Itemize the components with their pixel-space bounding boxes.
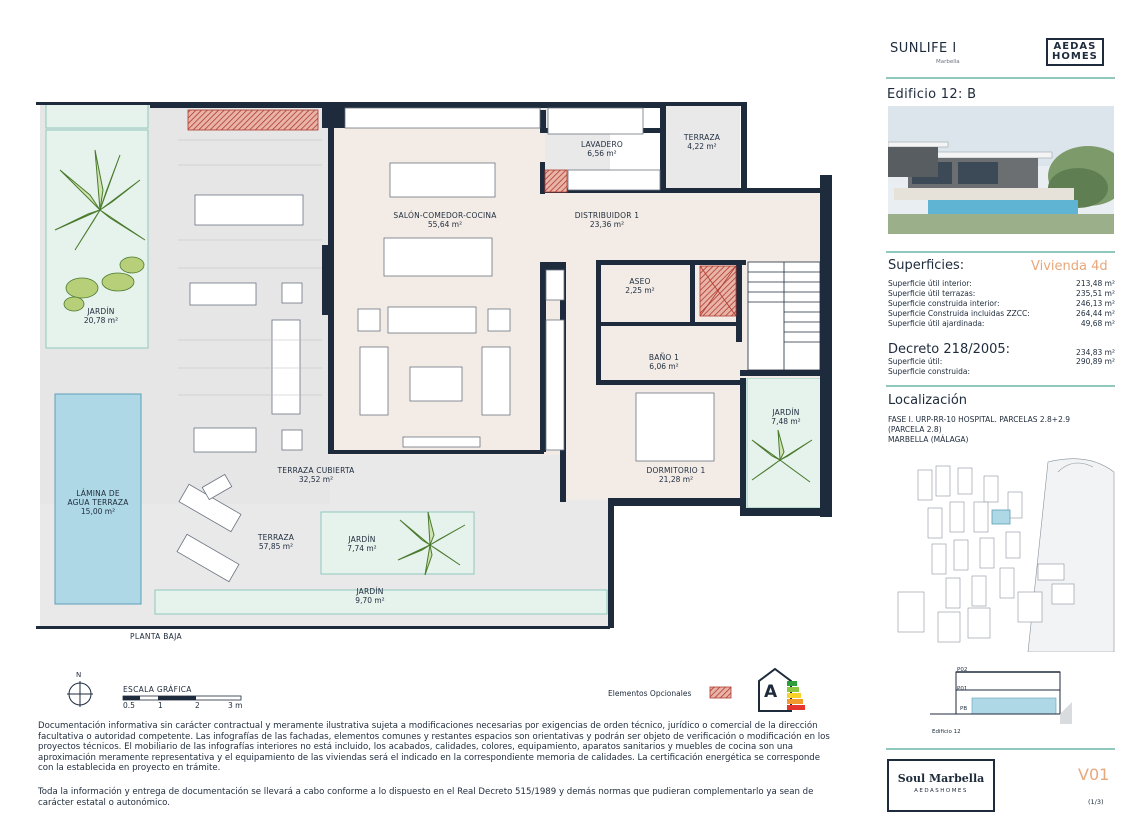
- brand-line-1: Soul Marbella: [897, 772, 985, 785]
- stairs: [748, 262, 820, 370]
- aedas-logo: [1046, 38, 1104, 66]
- decree-row: Superficie útil: 290,89 m²: [888, 357, 1115, 366]
- room-label-terraza-small: TERRAZA 4,22 m²: [683, 133, 721, 151]
- room-label-terraza-cubierta: TERRAZA CUBIERTA 32,52 m²: [277, 466, 355, 484]
- rule-2: [886, 251, 1115, 253]
- version-label: V01: [1078, 765, 1110, 784]
- room-label-dormitorio: DORMITORIO 1 21,28 m²: [646, 466, 706, 484]
- location-title: Localización: [888, 393, 968, 408]
- scale-title: ESCALA GRÁFICA: [123, 685, 192, 694]
- scale-tick-1: 1: [158, 701, 163, 710]
- building-render-image: [888, 106, 1114, 234]
- surface-row: Superficie Construida incluidas ZZCC: 264,44 m²: [888, 309, 1115, 318]
- section-caption: Edificio 12: [932, 729, 961, 735]
- decree-row: Superficie construida:: [888, 367, 971, 376]
- energy-rating: A: [764, 682, 778, 702]
- garden-strip-top: [46, 104, 148, 128]
- section-level-pb: PB: [960, 706, 968, 712]
- rule-1: [886, 77, 1115, 79]
- section-level-p01: P01: [957, 686, 968, 692]
- surface-row: Superficie útil interior: 213,48 m²: [888, 279, 1115, 288]
- rule-3: [886, 385, 1115, 387]
- room-label-distribuidor: DISTRIBUIDOR 1 23,36 m²: [574, 211, 640, 229]
- disclaimer-paragraph-2: Toda la información y entrega de documentación se llevará a cabo conforme a lo dispuesto en el Real Decreto 515/1989 y demás normas que pudieran complementarlo ya sean de carácter estatal o autonómico.: [38, 787, 814, 808]
- surface-row: Superficie útil terrazas: 235,51 m²: [888, 289, 1115, 298]
- room-label-aseo: ASEO 2,25 m²: [625, 277, 655, 295]
- north-label: N: [76, 671, 82, 679]
- scale-tick-2: 2: [195, 701, 200, 710]
- surface-row: Superficie útil ajardinada: 49,68 m²: [888, 319, 1115, 328]
- optional-element-laundry: [545, 170, 567, 192]
- room-label-lavadero: LAVADERO 6,56 m²: [580, 140, 624, 158]
- location-lines: FASE I. URP-RR-10 HOSPITAL. PARCELAS 2.8+2.9 (PARCELA 2.8) MARBELLA (MÁLAGA): [888, 415, 1071, 444]
- scale-tick-05: 0.5: [123, 701, 135, 710]
- decree-value-row: 234,83 m²: [1076, 348, 1115, 357]
- floor-name: PLANTA BAJA: [130, 632, 182, 641]
- brand-line-2: AEDASHOMES: [914, 788, 968, 794]
- optional-elements-swatch: [709, 686, 733, 700]
- location-map: [888, 452, 1116, 652]
- brand-logo: [887, 759, 995, 812]
- room-label-salon: SALÓN-COMEDOR-COCINA 55,64 m²: [393, 211, 497, 229]
- room-label-jardin-bottom: JARDÍN 9,70 m²: [355, 587, 385, 605]
- section-level-p02: P02: [957, 667, 968, 673]
- disclaimer-paragraph-1: Documentación informativa sin carácter contractual y meramente ilustrativa sujeta a modificaciones necesarias por exigencias de orden técnico, jurídico o comercial de la dirección facultativa o autoridad competente. Las infografías de las fachadas, elementos comunes y restantes espacios son orientativas y podrán ser objeto de verificación o modificación en los proyectos técnicos. El mobiliario de las infografías interiores no está incluido, los acabados, calidades, colores, equipamiento, aparatos sanitarios y muebles de cocina son una aproximación meramente representativa y el equipamiento de las viviendas será el indicado en la correspondiente memoria de calidades. La certificación energética se corresponde con la establecida en proyecto en trámite.: [38, 721, 830, 774]
- rule-4: [886, 748, 1115, 750]
- garden-center: [321, 512, 474, 574]
- section-diagram: [900, 664, 1074, 734]
- room-label-bano: BAÑO 1 6,06 m²: [648, 353, 680, 371]
- map-highlight: [992, 510, 1010, 524]
- page-number: (1/3): [1088, 798, 1104, 806]
- surfaces-title: Superficies:: [888, 258, 965, 273]
- logo-line-1: AEDAS: [1053, 41, 1097, 52]
- room-label-terraza: TERRAZA 57,85 m²: [257, 533, 295, 551]
- project-title: SUNLIFE I: [890, 41, 957, 56]
- project-city: Marbella: [936, 59, 960, 65]
- logo-line-2: HOMES: [1052, 51, 1098, 62]
- building-title: Edificio 12: B: [887, 87, 977, 102]
- surface-row: Superficie construida interior: 246,13 m²: [888, 299, 1115, 308]
- room-label-jardin-right: JARDÍN 7,48 m²: [771, 408, 801, 426]
- room-label-jardin-center: JARDÍN 7,74 m²: [347, 535, 377, 553]
- room-label-lamina: LÁMINA DE AGUA TERRAZA 15,00 m²: [67, 489, 129, 516]
- room-label-jardin-left: JARDÍN 20,78 m²: [83, 307, 119, 325]
- unit-label: Vivienda 4d: [1031, 259, 1108, 274]
- optional-element-bbq: [188, 110, 318, 130]
- garden-right: [747, 378, 824, 508]
- optional-elements-label: Elementos Opcionales: [608, 689, 692, 698]
- scale-tick-3: 3 m: [228, 701, 243, 710]
- decree-title: Decreto 218/2005:: [888, 342, 1011, 357]
